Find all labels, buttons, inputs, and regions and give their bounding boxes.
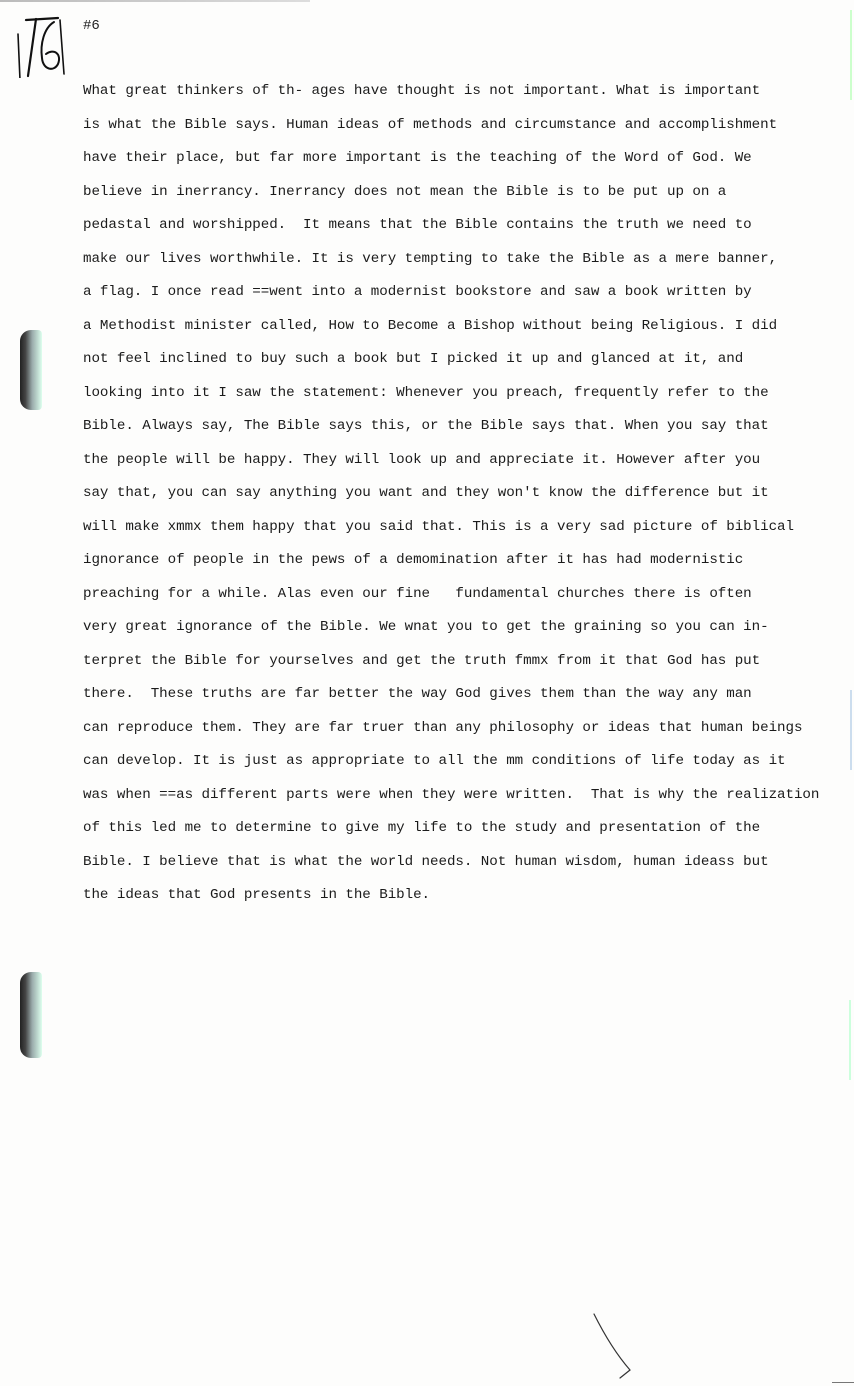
text-line: can reproduce them. They are far truer than any philosophy or ideas that human beings (83, 719, 803, 736)
text-line: have their place, but far more important is the teaching of the Word of God. We (83, 150, 752, 166)
text-line: is what the Bible says. Human ideas of methods and circumstance and accomplishment (83, 116, 778, 133)
body-text (83, 79, 828, 917)
text-line: say that, you can say anything you want and they won't know the difference but it (83, 485, 769, 501)
text-line: terpret the Bible for yourselves and get the truth fmmx from it that God has put (83, 652, 761, 669)
text-line: very great ignorance of the Bible. We wnat you to get the graining so you can in- (83, 619, 769, 635)
text-line: Bible. Always say, The Bible says this, or the Bible says that. When you say that (83, 418, 769, 434)
text-line: there. These truths are far better the way God gives them than the way any man (83, 686, 752, 702)
text-line: pedastal and worshipped. It means that the Bible contains the truth we need to (83, 217, 752, 233)
text-line: the people will be happy. They will look up and appreciate it. However after you (83, 451, 761, 468)
text-line: of this led me to determine to give my life to the study and presentation of the (83, 820, 761, 836)
text-line: ignorance of people in the pews of a demomination after it has had modernistic (83, 552, 744, 568)
bottom-edge-rule (832, 1382, 854, 1383)
pen-stroke-mark (590, 1310, 638, 1380)
text-line: make our lives worthwhile. It is very tempting to take the Bible as a mere banner, (83, 250, 778, 267)
text-line: a Methodist minister called, How to Become a Bishop without being Religious. I did (83, 317, 778, 334)
text-line: will make xmmx them happy that you said that. This is a very sad picture of biblical (83, 518, 794, 535)
top-edge-rule (0, 0, 310, 2)
text-line: can develop. It is just as appropriate to all the mm conditions of life today as it (83, 753, 786, 769)
text-line: Bible. I believe that is what the world needs. Not human wisdom, human ideass but (83, 853, 769, 870)
text-line: What great thinkers of th- ages have thought is not important. What is important (83, 83, 761, 99)
text-line: was when ==as different parts were when they were written. That is why the realization (83, 786, 820, 803)
text-line: believe in inerrancy. Inerrancy does not mean the Bible is to be put up on a (83, 183, 727, 200)
text-line: the ideas that God presents in the Bible. (83, 887, 431, 903)
handwritten-page-mark (14, 14, 74, 78)
text-line: not feel inclined to buy such a book but I picked it up and glanced at it, and (83, 351, 744, 367)
page-edge-mark (850, 10, 852, 100)
text-line: preaching for a while. Alas even our fine fundamental churches there is often (83, 585, 752, 602)
text-line: a flag. I once read ==went into a modernist bookstore and saw a book written by (83, 284, 752, 300)
page-number: #6 (83, 18, 100, 34)
text-line: looking into it I saw the statement: Whenever you preach, frequently refer to the (83, 384, 769, 401)
page-edge-mark (850, 690, 852, 770)
binder-hole-shadow (20, 972, 42, 1058)
binder-hole-shadow (20, 330, 42, 410)
page-edge-mark (849, 1000, 851, 1080)
